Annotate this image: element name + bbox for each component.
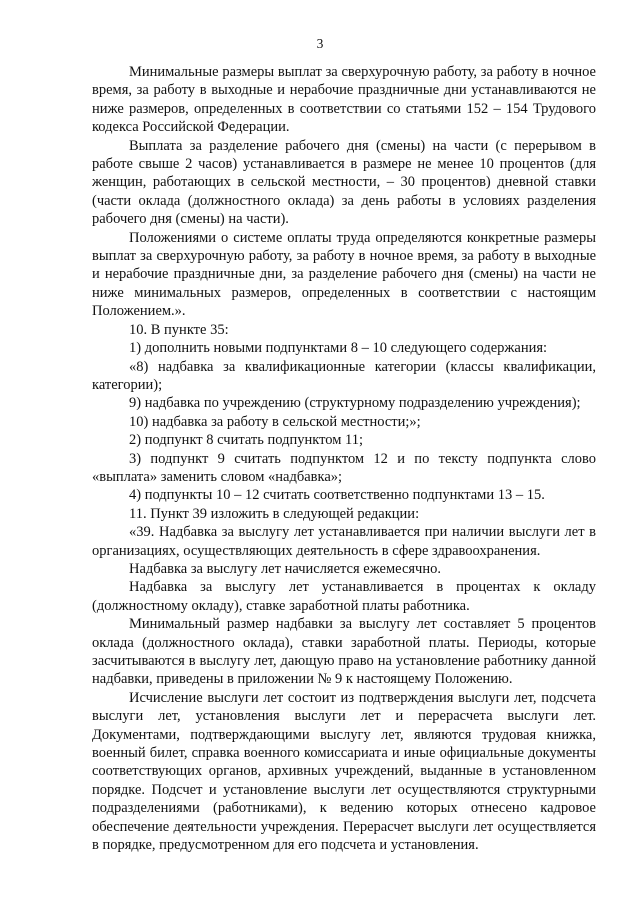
paragraph-split-shift-payment: Выплата за разделение рабочего дня (смены) на части (с перерывом в работе свыше 2 часов) устанавливается в размере не менее 10 процентов (для женщин, работающих в сельской местности, – 30 процентов) дневной ставки (части оклада (должностного оклада) за день работы в условиях разделения рабочего дня (смены) на части).	[92, 137, 596, 228]
paragraph-pay-system-provisions: Положениями о системе оплаты труда определяются конкретные размеры выплат за сверхурочную работу, за работу в ночное время, за работу в выходные и нерабочие праздничные дни, за разделение рабочего дня (смены) на части не ниже минимальных размеров, определенных в соответствии с настоящим Положением.».	[92, 229, 596, 320]
item-10-heading: 10. В пункте 35:	[129, 321, 229, 338]
subitem-3-renumber-replace: 3) подпункт 9 считать подпунктом 12 и по тексту подпункта слово «выплата» заменить словом «надбавка»;	[92, 450, 596, 485]
subitem-4-renumber: 4) подпункты 10 – 12 считать соответственно подпунктами 13 – 15.	[129, 487, 545, 504]
page-number: 3	[316, 36, 324, 51]
subpoint-8-qualification-bonus: «8) надбавка за квалификационные категории (классы квалификации, категории);	[92, 358, 596, 393]
subpoint-10-rural-bonus: 10) надбавка за работу в сельской местности;»;	[129, 413, 421, 430]
subitem-1-add-subpoints: 1) дополнить новыми подпунктами 8 – 10 следующего содержания:	[129, 340, 548, 357]
subpoint-9-institution-bonus: 9) надбавка по учреждению (структурному подразделению учреждения);	[129, 395, 581, 412]
paragraph-minimum-bonus: Минимальный размер надбавки за выслугу лет составляет 5 процентов оклада (должностного оклада), ставки заработной платы. Периоды, которые засчитываются в выслугу лет, дающую право на установление работнику данной надбавки, приведены в приложении № 9 к настоящему Положению.	[92, 616, 596, 688]
paragraph-percentage-basis: Надбавка за выслугу лет устанавливается в процентах к окладу (должностному окладу), ставке заработной платы работника.	[92, 579, 596, 614]
item-11-heading: 11. Пункт 39 изложить в следующей редакции:	[129, 505, 420, 522]
paragraph-seniority-calculation: Исчисление выслуги лет состоит из подтверждения выслуги лет, подсчета выслуги лет, установления выслуги лет и перерасчета выслуги лет. Документами, подтверждающими выслугу лет, являются трудовая книжка, военный билет, справка военного комиссариата и иные официальные документы соответствующих органов, архивных учреждений, выданные в установленном порядке. Подсчет и установление выслуги лет осуществляются структурными подразделениями (работниками), к ведению которых отнесено кадровое обеспечение деятельности учреждения. Перерасчет выслуги лет осуществляется в порядке, предусмотренном для его подсчета и установления.	[92, 689, 596, 854]
paragraph-monthly-accrual: Надбавка за выслугу лет начисляется ежемесячно.	[129, 560, 441, 577]
point-39-seniority-bonus: «39. Надбавка за выслугу лет устанавливается при наличии выслуги лет в организациях, осуществляющих деятельность в сфере здравоохранения.	[92, 524, 596, 559]
subitem-2-renumber: 2) подпункт 8 считать подпунктом 11;	[129, 432, 363, 449]
paragraph-overtime-minimums: Минимальные размеры выплат за сверхурочную работу, за работу в ночное время, за работу в выходные и нерабочие праздничные дни устанавливаются не ниже размеров, определенных в соответствии со статьями 152 – 154 Трудового кодекса Российской Федерации.	[92, 64, 596, 136]
document-body	[92, 63, 596, 854]
